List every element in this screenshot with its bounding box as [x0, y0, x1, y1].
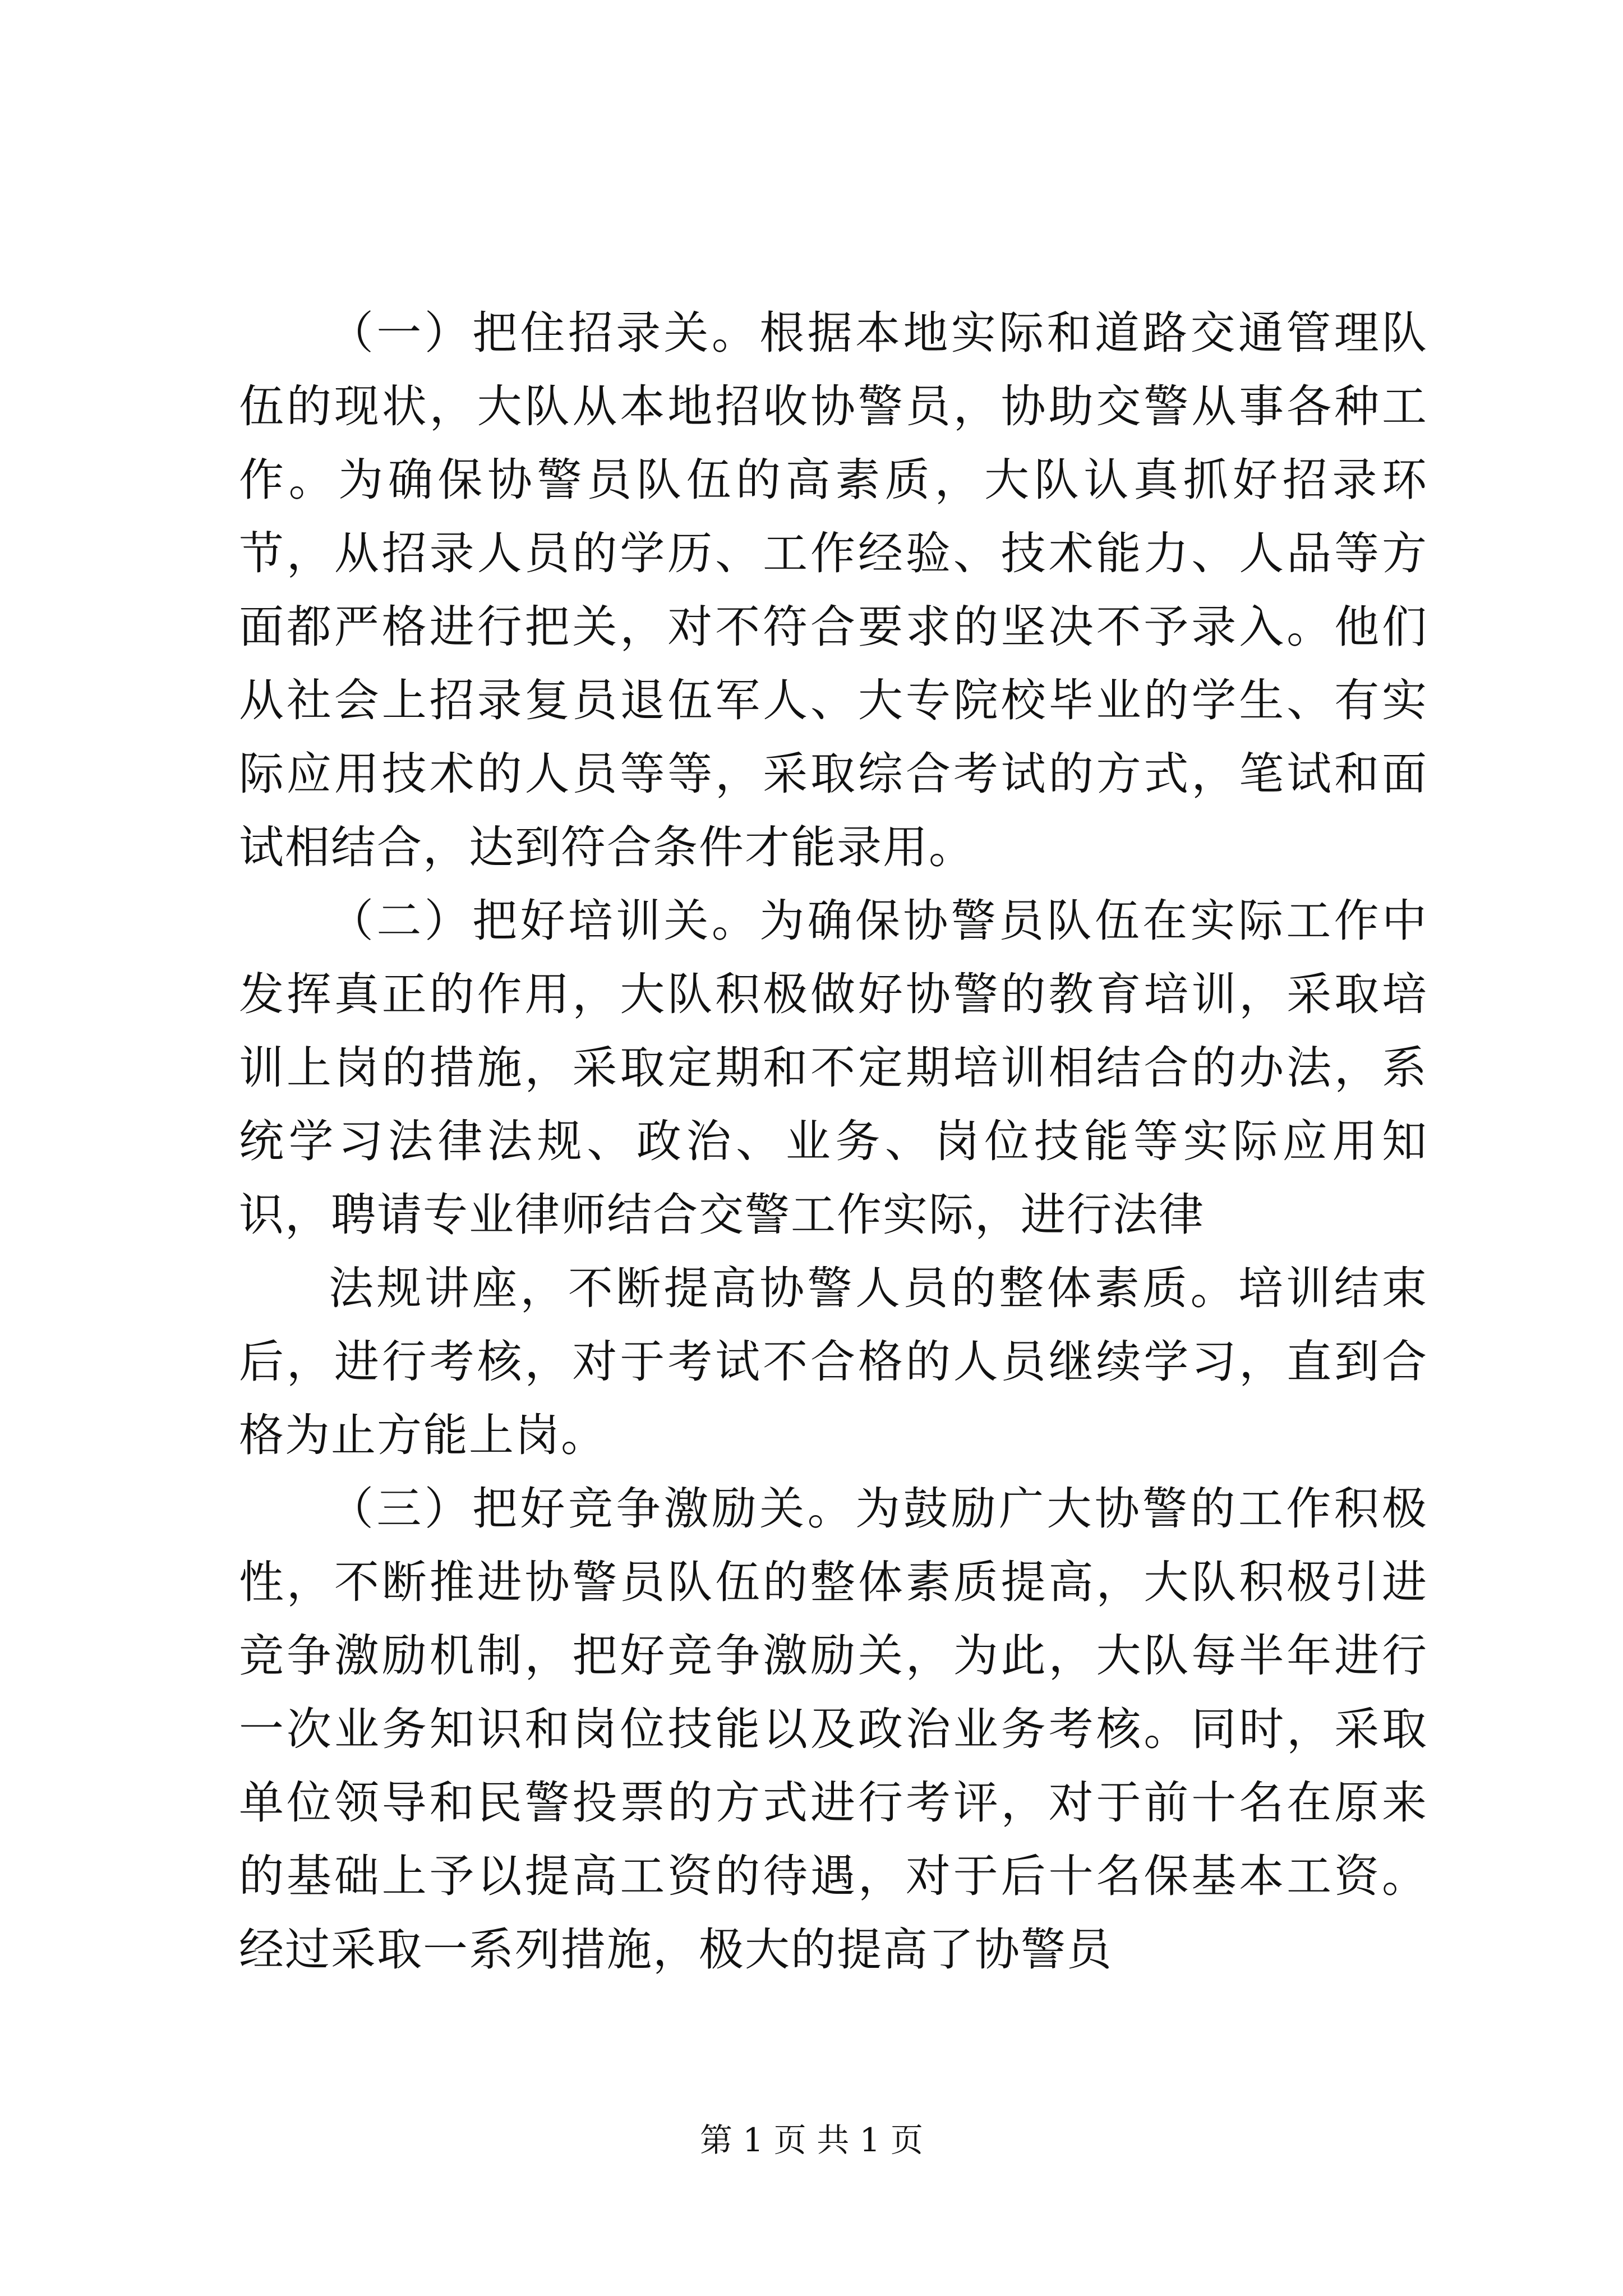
paragraph-training: （二）把好培训关。为确保协警员队伍在实际工作中发挥真正的作用，大队积极做好协警的教育培训，采取培训上岗的措施，采取定期和不定期培训相结合的办法，系统学习法律法规、政治、业务、岗位技能等实际应用知识，聘请专业律师结合交警工作实际，进行法律 — [239, 895, 1428, 1241]
document-body — [239, 296, 1428, 1986]
paragraph-incentive: （三）把好竞争激励关。为鼓励广大协警的工作积极性，不断推进协警员队伍的整体素质提高，大队积极引进竞争激励机制，把好竞争激励关，为此，大队每半年进行一次业务知识和岗位技能以及政治业务考核。同时，采取单位领导和民警投票的方式进行考评，对于前十名在原来的基础上予以提高工资的待遇，对于后十名保基本工资。经过采取一系列措施，极大的提高了协警员 — [239, 1483, 1428, 1976]
page-footer: 第 1 页 共 1 页 — [700, 2121, 923, 2159]
paragraph-recruitment: （一）把住招录关。根据本地实际和道路交通管理队伍的现状，大队从本地招收协警员，协助交警从事各种工作。为确保协警员队伍的高素质，大队认真抓好招录环节，从招录人员的学历、工作经验、技术能力、人品等方面都严格进行把关，对不符合要求的坚决不予录入。他们从社会上招录复员退伍军人、大专院校毕业的学生、有实际应用技术的人员等等，采取综合考试的方式，笔试和面试相结合，达到符合条件才能录用。 — [239, 307, 1428, 873]
paragraph-training-continued: 法规讲座，不断提高协警人员的整体素质。培训结束后，进行考核，对于考试不合格的人员继续学习，直到合格为止方能上岗。 — [239, 1262, 1428, 1461]
